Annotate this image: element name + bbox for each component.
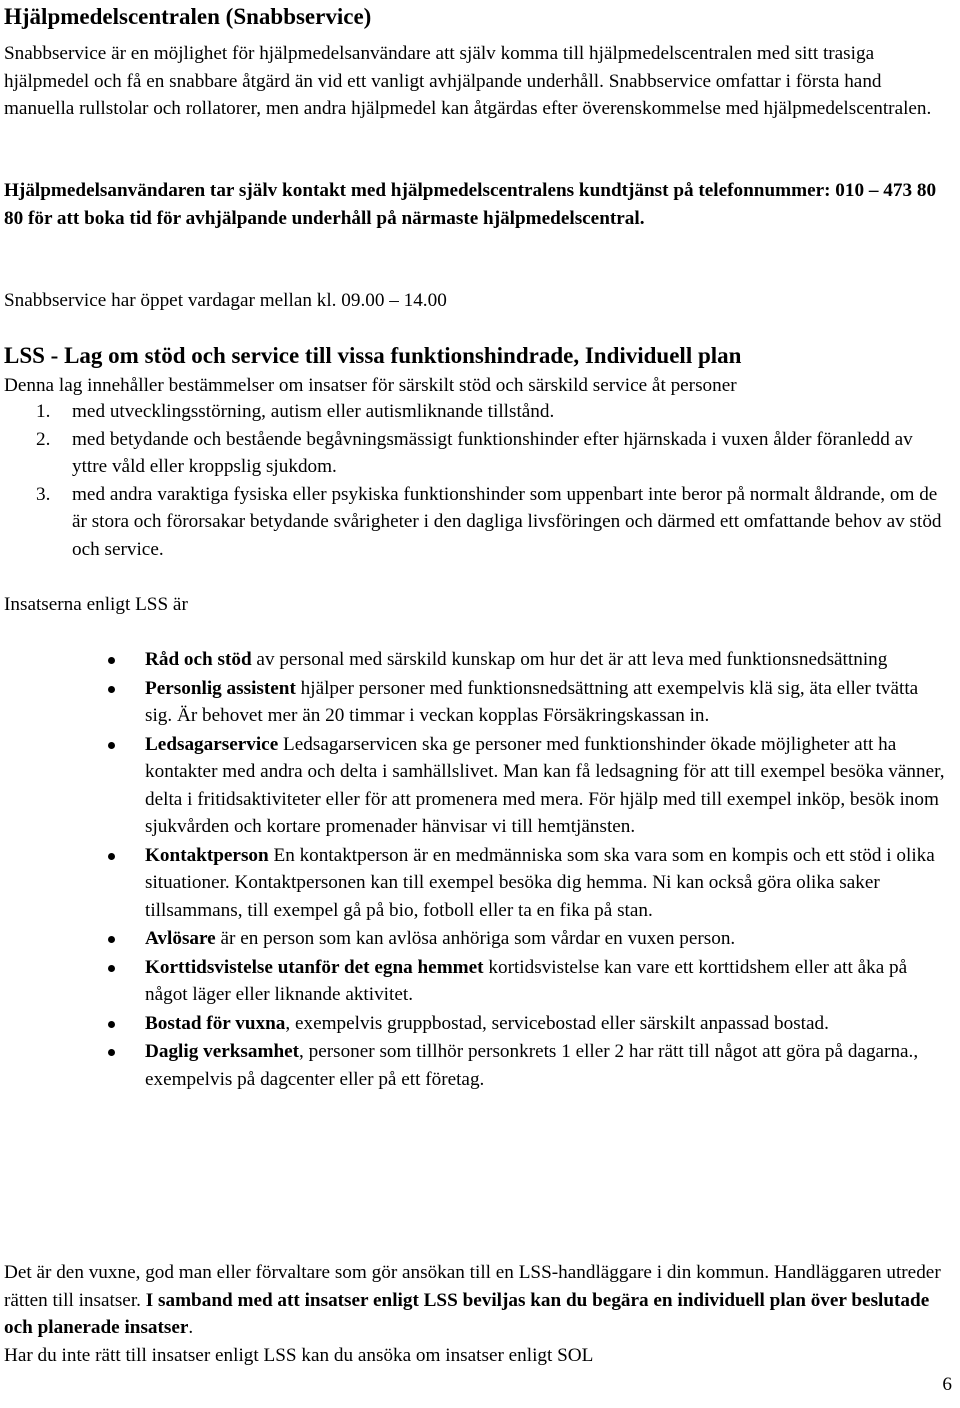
lss-heading: LSS - Lag om stöd och service till vissa funktionshindrade, Individuell plan xyxy=(4,343,742,368)
insats-term: Bostad för vuxna xyxy=(145,1012,286,1034)
list-item xyxy=(0,646,950,674)
insats-text: hjälper personer med funktionsnedsättning att exempelvis klä sig, äta eller tvätta sig. Är behovet mer än 20 timmar i veckan kopplas Försäkringskassan in. xyxy=(145,677,919,726)
lss-group-item xyxy=(0,426,950,481)
insats-text: är en person som kan avlösa anhöriga som vårdar en vuxen person. xyxy=(215,928,736,949)
bullet-icon xyxy=(108,965,115,972)
bullet-icon xyxy=(108,657,115,664)
closing-sol: Har du inte rätt till insatser enligt LSS kan du ansöka om insatser enligt SOL xyxy=(4,1344,594,1366)
lss-group-item xyxy=(0,398,950,426)
insats-term: Personlig assistent xyxy=(145,677,296,699)
insats-term: Ledsagarservice xyxy=(145,733,279,755)
insatser-list xyxy=(0,646,950,1094)
lss-group-item xyxy=(0,481,950,564)
insats-text: av personal med särskild kunskap om hur det är att leva med funktionsnedsättning xyxy=(251,649,888,670)
page-number: 6 xyxy=(942,1374,952,1395)
list-number: 2. xyxy=(36,428,51,450)
closing-paragraph xyxy=(4,1259,950,1369)
list-item xyxy=(0,1010,950,1038)
insats-text: En kontaktperson är en medmänniska som ska vara som en kompis och ett stöd i olika situationer. Kontaktpersonen kan till exempel besöka dig hemma. Ni kan också göra olika saker tillsammans, till exempel gå på bio, fotboll eller ta en fika på stan. xyxy=(145,844,935,921)
list-item xyxy=(0,675,950,730)
snabbservice-hours: Snabbservice har öppet vardagar mellan kl. 09.00 – 14.00 xyxy=(4,290,447,311)
page-title: Hjälpmedelscentralen (Snabbservice) xyxy=(4,4,372,29)
snabbservice-intro: Snabbservice är en möjlighet för hjälpmedelsanvändare att själv komma till hjälpmedelscentralen med sitt trasiga hjälpmedel och få en snabbare åtgärd än vid ett vanligt avhjälpande underhåll. Snabbservice omfattar i första hand manuella rullstolar och rollatorer, men andra hjälpmedel kan åtgärdas efter överenskommelse med hjälpmedelscentralen. xyxy=(4,43,932,119)
bullet-icon xyxy=(108,1021,115,1028)
lss-group-text: med utvecklingsstörning, autism eller autismliknande tillstånd. xyxy=(72,401,555,422)
insats-term: Råd och stöd xyxy=(145,649,252,670)
insats-text: , personer som tillhör personkrets 1 eller 2 har rätt till något att göra på dagarna., exempelvis på dagcenter eller på ett företag. xyxy=(145,1041,919,1090)
insats-text: kortidsvistelse kan vare ett korttidshem eller att åka på något läger eller liknande aktivitet. xyxy=(145,956,908,1005)
insats-term: Korttidsvistelse utanför det egna hemmet xyxy=(145,956,484,978)
closing-period: . xyxy=(188,1317,194,1338)
bullet-icon xyxy=(108,936,115,943)
insats-term: Daglig verksamhet xyxy=(145,1041,300,1062)
list-number: 3. xyxy=(36,483,51,505)
lss-group-text: med betydande och bestående begåvningsmässigt funktionshinder efter hjärnskada i vuxen ålder föranledd av yttre våld eller kroppslig sjukdom. xyxy=(72,428,913,477)
closing-emphasis: I samband med att insatser enligt LSS beviljas kan du begära en individuell plan över beslutade och planerade insatser xyxy=(4,1289,930,1338)
list-item xyxy=(0,925,950,953)
lss-intro: Denna lag innehåller bestämmelser om insatser för särskilt stöd och särskild service åt personer xyxy=(4,375,737,396)
closing-text: Det är den vuxne, god man eller förvaltare som gör ansökan till en LSS-handläggare i din kommun. Handläggaren utreder rätten till insatser. xyxy=(4,1262,941,1311)
bullet-icon xyxy=(108,853,115,860)
insats-term: Kontaktperson xyxy=(145,844,269,866)
bullet-icon xyxy=(108,742,115,749)
list-item xyxy=(0,954,950,1009)
list-item xyxy=(0,731,950,841)
insats-term: Avlösare xyxy=(145,928,216,949)
insats-text: , exempelvis gruppbostad, servicebostad eller särskilt anpassad bostad. xyxy=(285,1012,829,1034)
list-item xyxy=(0,842,950,925)
insats-text: Ledsagarservicen ska ge personer med funktionshinder ökade möjligheter att ha kontakter med andra och delta i samhällslivet. Man kan få ledsagning för att till exempel besöka vänner, delta i fritidsaktiviteter eller för att promenera med mera. För hjälp med till exempel inköp, besök inom sjukvården och kortare promenader hänvisar vi till hemtjänsten. xyxy=(145,733,945,837)
bullet-icon xyxy=(108,1049,115,1056)
list-item xyxy=(0,1038,950,1093)
bullet-icon xyxy=(108,686,115,693)
lss-group-text: med andra varaktiga fysiska eller psykiska funktionshinder som uppenbart inte beror på normalt åldrande, om de är stora och förorsakar betydande svårigheter i den dagliga livsföringen och därmed ett omfattande behov av stöd och service. xyxy=(72,483,942,560)
lss-groups-list xyxy=(0,398,950,563)
snabbservice-contact: Hjälpmedelsanvändaren tar själv kontakt med hjälpmedelscentralens kundtjänst på telefonnummer: 010 – 473 80 80 för att boka tid för avhjälpande underhåll på närmaste hjälpmedelscentral. xyxy=(4,180,937,229)
list-number: 1. xyxy=(36,401,51,422)
insatser-label: Insatserna enligt LSS är xyxy=(4,594,188,615)
